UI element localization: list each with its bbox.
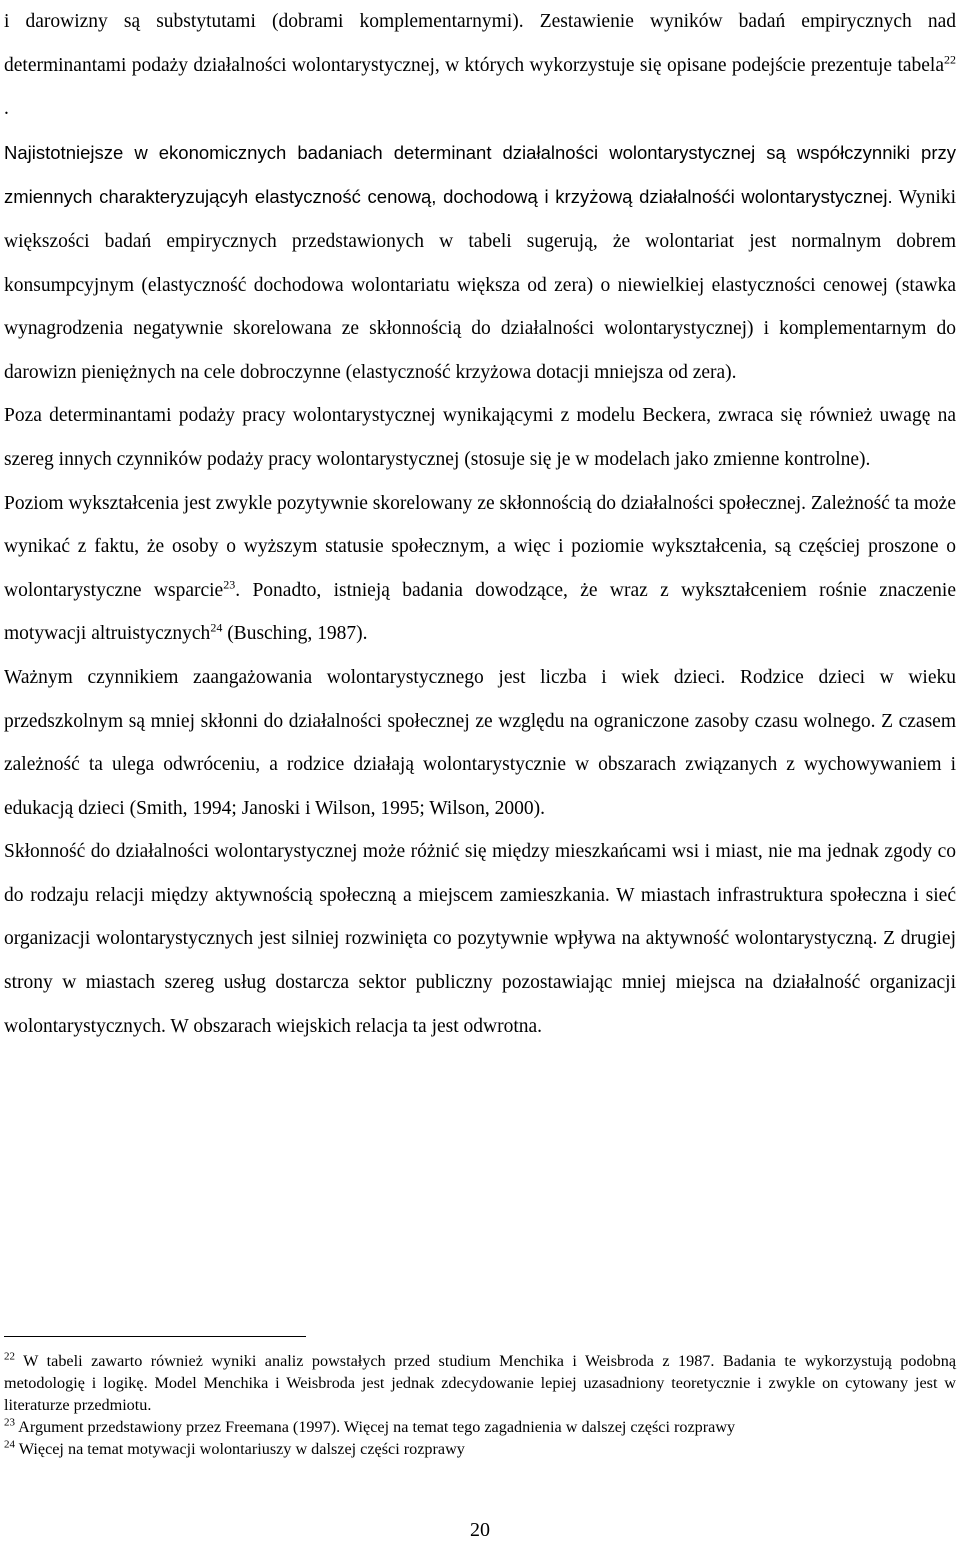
footnote-ref-23[interactable]: 23 — [223, 577, 236, 592]
footnotes — [4, 1350, 956, 1460]
footnote-ref-22[interactable]: 22 — [944, 52, 956, 67]
paragraph-2-sans-text: Najistotniejsze w ekonomicznych badaniach determinant działalności wolontarystycznej są współczynniki przy zmiennych charakteryzującyh elastyczność cenową, dochodową i krzyżową działalnośći wolontarystycznej. — [4, 141, 956, 208]
paragraph-5: Ważnym czynnikiem zaangażowania wolontarystycznego jest liczba i wiek dzieci. Rodzice dzieci w wieku przedszkolnym są mniej skłonni do działalności społecznej ze względu na ograniczone zasoby czasu wolnego. Z czasem zależność ta ulega odwróceniu, a rodzice działają wolontarystycznie w obszarach związanych z wychowywaniem i edukacją dzieci (Smith, 1994; Janoski i Wilson, 1995; Wilson, 2000). — [4, 666, 956, 819]
footnote-text: Więcej na temat motywacji wolontariuszy w dalszej części rozprawy — [15, 1440, 465, 1458]
footnote-separator — [4, 1336, 306, 1337]
body-text — [4, 0, 956, 1048]
paragraph-6: Skłonność do działalności wolontarystycznej może różnić się między mieszkańcami wsi i miast, nie ma jednak zgody co do rodzaju relacji między aktywnością społeczną a miejscem zamieszkania. W miastach infrastruktura społeczna i sieć organizacji wolontarystycznych jest silniej rozwinięta co pozytywnie wpływa na aktywność wolontarystyczną. Z drugiej strony w miastach szereg usług dostarcza sektor publiczny pozostawiając mniej miejsca na działalność organizacji wolontarystycznych. W obszarach wiejskich relacja ta jest odwrotna. — [4, 841, 956, 1037]
paragraph-4-text-2: . Ponadto, istnieją badania dowodzące, że wraz z wykształceniem rośnie znaczenie motywacji altruistycznych — [4, 579, 956, 645]
paragraph-3: Poza determinantami podaży pracy wolontarystycznej wynikającymi z modelu Beckera, zwraca się również uwagę na szereg innych czynników podaży pracy wolontarystycznej (stosuje się je w modelach jako zmienne kontrolne). — [4, 405, 956, 470]
paragraph-2 — [4, 131, 956, 395]
footnote-22 — [4, 1350, 956, 1416]
footnote-23 — [4, 1416, 956, 1438]
footnote-number: 22 — [4, 1350, 15, 1363]
paragraph-2-text: Wyniki większości badań empirycznych przedstawionych w tabeli sugerują, że wolontariat jest normalnym dobrem konsumpcyjnym (elastyczność dochodowa wolontariatu większa od zera) o niewielkiej elastyczności cenowej (stawka wynagrodzenia negatywnie skorelowana ze skłonnością do działalności wolontarystycznej) i komplementarnym do darowizn pieniężnych na cele dobroczynne (elastyczność krzyżowa dotacji mniejsza od zera). — [4, 187, 957, 383]
footnote-number: 23 — [4, 1416, 15, 1429]
paragraph-1 — [4, 0, 956, 131]
footnote-text: W tabeli zawarto również wyniki analiz powstałych przed studium Menchika i Weisbroda z 1987. Badania te wykorzystują podobną metodologię i logikę. Model Menchika i Weisbroda jest jednak zdecydowanie lepiej uzasadniony teoretycznie i zwykle on cytowany jest w literaturze przedmiotu. — [4, 1352, 956, 1414]
paragraph-1-text: i darowizny są substytutami (dobrami komplementarnymi). Zestawienie wyników badań empirycznych nad determinantami podaży działalności wolontarystycznej, w których wykorzystuje się opisane podejście prezentuje tabela — [4, 11, 956, 76]
footnote-number: 24 — [4, 1438, 15, 1451]
paragraph-1-end: . — [4, 98, 9, 120]
paragraph-4 — [4, 482, 956, 656]
footnote-ref-24[interactable]: 24 — [210, 620, 223, 635]
page-number: 20 — [470, 1519, 490, 1541]
document-page — [4, 0, 956, 1048]
footnote-24 — [4, 1438, 956, 1460]
footnote-text: Argument przedstawiony przez Freemana (1997). Więcej na temat tego zagadnienia w dalszej części rozprawy — [15, 1418, 736, 1436]
paragraph-4-text-3: (Busching, 1987). — [222, 623, 368, 645]
paragraph-4-text-1: Poziom wykształcenia jest zwykle pozytywnie skorelowany ze skłonnością do działalności społecznej. Zależność ta może wynikać z faktu, że osoby o wyższym statusie społecznym, a więc i poziomie wykształcenia, są częściej proszone o wolontarystyczne wsparcie — [4, 492, 956, 601]
